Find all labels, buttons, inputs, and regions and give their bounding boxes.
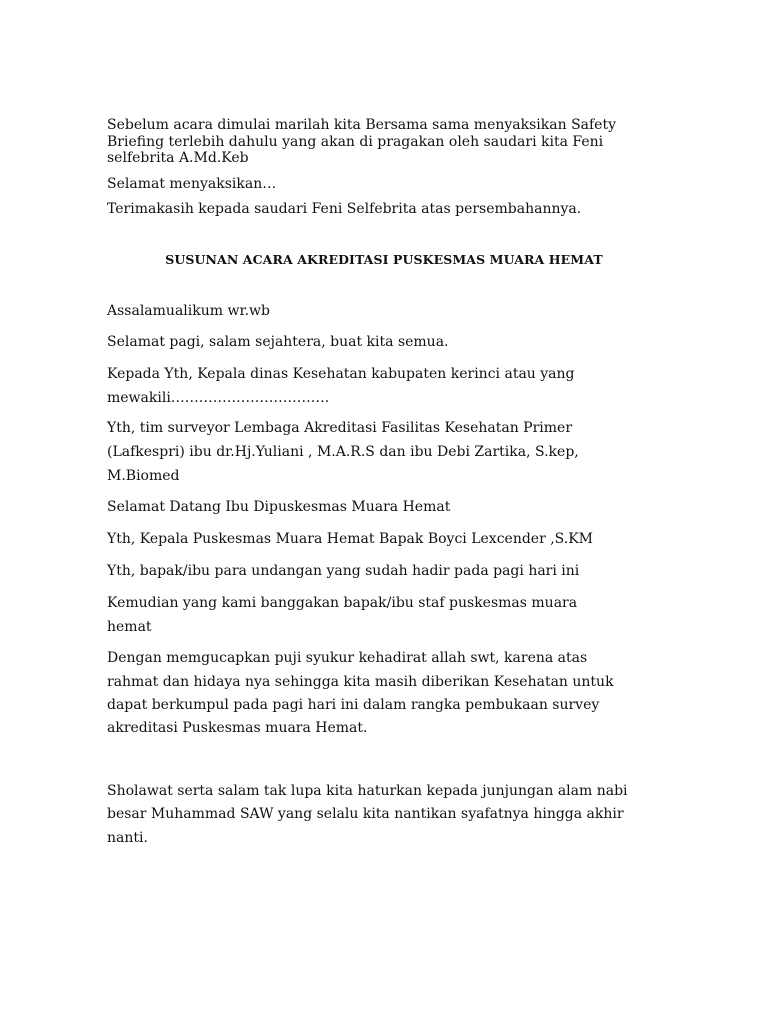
sholawat-line-2: besar Muhammad SAW yang selalu kita nantikan syafatnya hingga akhir (107, 806, 624, 822)
welcome-line: Selamat Datang Ibu Dipuskesmas Muara Hemat (107, 499, 451, 515)
agenda-heading: SUSUNAN ACARA AKREDITASI PUSKESMAS MUARA HEMAT (165, 252, 603, 267)
surveyor-line-1: Yth, tim surveyor Lembaga Akreditasi Fasilitas Kesehatan Primer (107, 420, 573, 436)
surveyor-line-2: (Lafkespri) ibu dr.Hj.Yuliani , M.A.R.S dan ibu Debi Zartika, S.kep, (107, 444, 579, 460)
kadis-line-1: Kepada Yth, Kepala dinas Kesehatan kabupaten kerinci atau yang (107, 366, 575, 382)
morning-greeting-line: Selamat pagi, salam sejahtera, buat kita semua. (107, 334, 449, 350)
sholawat-line-3: nanti. (107, 830, 148, 846)
greeting-line: Assalamualikum wr.wb (107, 303, 271, 319)
staff-line-1: Kemudian yang kami banggakan bapak/ibu staf puskesmas muara (107, 595, 578, 611)
intro-thanks: Terimakasih kepada saudari Feni Selfebrita atas persembahannya. (107, 201, 582, 217)
kapus-line: Yth, Kepala Puskesmas Muara Hemat Bapak Boyci Lexcender ,S.KM (107, 531, 594, 547)
intro-watching: Selamat menyaksikan… (107, 176, 277, 192)
intro-line-3: selfebrita A.Md.Keb (107, 150, 249, 166)
intro-line-2: Briefing terlebih dahulu yang akan di pragakan oleh saudari kita Feni (107, 134, 604, 150)
gratitude-line-4: akreditasi Puskesmas muara Hemat. (107, 720, 368, 736)
kadis-line-2: mewakili……………………………. (107, 390, 330, 406)
intro-line-1: Sebelum acara dimulai marilah kita Bersama sama menyaksikan Safety (107, 117, 617, 133)
gratitude-line-3: dapat berkumpul pada pagi hari ini dalam rangka pembukaan survey (107, 697, 600, 713)
staff-line-2: hemat (107, 619, 152, 635)
gratitude-line-1: Dengan memgucapkan puji syukur kehadirat allah swt, karena atas (107, 650, 588, 666)
surveyor-line-3: M.Biomed (107, 468, 180, 484)
gratitude-line-2: rahmat dan hidaya nya sehingga kita masih diberikan Kesehatan untuk (107, 674, 614, 690)
guests-line: Yth, bapak/ibu para undangan yang sudah hadir pada pagi hari ini (107, 563, 580, 579)
sholawat-line-1: Sholawat serta salam tak lupa kita haturkan kepada junjungan alam nabi (107, 783, 628, 799)
